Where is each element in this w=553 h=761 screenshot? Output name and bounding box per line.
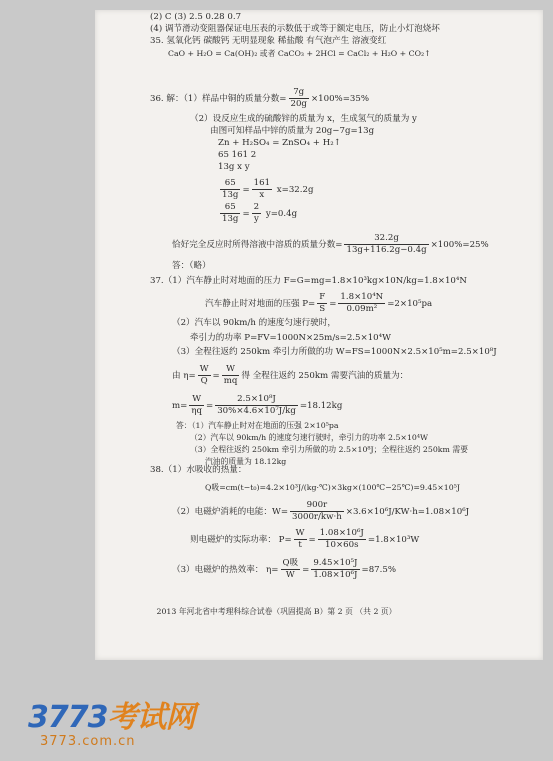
- answer-38-2: （2）电磁炉消耗的电能：W= $\frac{900r}{3000r/kw\cdot h}$ ×3.6×10⁶J/KW·h=1.08×10⁶J: [172, 500, 470, 522]
- answer-37-fuel-mass: m= $\frac{W}{\eta q}$ = $\frac{\text{2.5×10⁸J}}{\text{30\%×4.6×10⁷J/kg}}$ =18.12kg: [172, 394, 343, 416]
- answer-36-1: 36. 解：（1）样品中铜的质量分数= $\frac{7g}{20g}$ ×100%=35%: [150, 87, 370, 109]
- answer-37-power: 牵引力的功率 P=FV=1000N×25m/s=2.5×10⁴W: [190, 333, 391, 343]
- answer-37-conclusion-3: （3）全程往返约 250km 牵引力所做的功 2.5×10⁸J；全程往返约 250km 需要: [190, 445, 468, 454]
- answer-35: 35. 氢氧化钙 碳酸钙 无明显现象 稀盐酸 有气泡产生 溶液变红: [150, 36, 387, 46]
- answer-36-ratio-y: $\frac{65}{13g}$ = $\frac{2}{y}$ y=0.4g: [222, 202, 298, 224]
- answer-37-1: 37.（1）汽车静止时对地面的压力 F=G=mg=1.8×10³kg×10N/kg=1.8×10⁴N: [150, 276, 467, 286]
- answer-37-conclusion-1: 答：（1）汽车静止时对在地面的压强 2×10⁵pa: [176, 421, 339, 430]
- answer-36-ratio-x: $\frac{65}{13g}$ = $\frac{161}{x}$ x=32.2g: [222, 178, 314, 200]
- answer-37-pressure: 汽车静止时对地面的压强 P= $\frac{F}{S}$ = $\frac{\text{1.8×10⁴N}}{\text{0.09m²}}$ =2×10⁵pa: [205, 292, 433, 314]
- answer-36-solution-fraction: 恰好完全反应时所得溶液中溶质的质量分数= $\frac{32.2g}{13g+116.2g-0.4g}$ ×100%=25%: [172, 233, 489, 255]
- answer-38-power: 则电磁炉的实际功率： P= $\frac{W}{t}$ = $\frac{\text{1.08×10⁶J}}{10\times 60s}$ =1.8×10³W: [190, 528, 420, 550]
- site-logo: 3773考试网: [28, 700, 195, 735]
- answer-35-equation: CaO + H₂O = Ca(OH)₂ 或者 CaCO₃ + 2HCl = CaCl₂ + H₂O + CO₂↑: [168, 49, 431, 58]
- answer-37-2: （2）汽车以 90km/h 的速度匀速行驶时，: [172, 318, 336, 328]
- answer-36-masses: 13g x y: [218, 162, 250, 172]
- site-url: 3773.com.cn: [40, 734, 136, 749]
- answer-36-2: （2）设反应生成的硫酸锌的质量为 x，生成氢气的质量为 y: [190, 114, 417, 124]
- answer-36-zinc-mass: 由图可知样品中锌的质量为 20g−7g=13g: [210, 126, 375, 136]
- answer-36-conclusion: 答：（略）: [172, 261, 211, 271]
- answer-37-3: （3）全程往返约 250km 牵引力所做的功 W=FS=1000N×2.5×10⁵m=2.5×10⁸J: [172, 347, 497, 357]
- answer-37-conclusion-4: 汽油的质量为 18.12kg: [205, 457, 287, 466]
- answer-34-4: (4) 调节滑动变阻器保证电压表的示数低于或等于额定电压，防止小灯泡烧坏: [150, 24, 440, 34]
- answer-36-molar: 65 161 2: [218, 150, 257, 160]
- page-footer: 2013 年河北省中考理科综合试卷（巩固提高 B）第 2 页 （共 2 页）: [156, 607, 397, 616]
- answer-38-heat: Q吸=cm(t−t₀)=4.2×10³J/(kg·℃)×3kg×(100℃−25℃)=9.45×10⁵J: [205, 483, 460, 492]
- answer-38-1: 38.（1）水吸收的热量：: [150, 465, 247, 475]
- answer-34-2-3: (2) C (3) 2.5 0.28 0.7: [150, 12, 242, 22]
- answer-37-conclusion-2: （2）汽车以 90km/h 的速度匀速行驶时，牵引力的功率 2.5×10⁴W: [190, 433, 429, 442]
- answer-37-efficiency: 由 η= $\frac{W}{Q}$ = $\frac{W}{mq}$ 得 全程往返约 250km 需要汽油的质量为：: [172, 364, 409, 386]
- answer-38-3: （3）电磁炉的热效率： η= $\frac{\text{Q吸}}{W}$ = $\frac{\text{9.45×10⁵J}}{\text{1.08×10⁶J}}$ =87.5%: [172, 558, 397, 580]
- answer-36-reaction: Zn + H₂SO₄ = ZnSO₄ + H₂↑: [218, 138, 341, 148]
